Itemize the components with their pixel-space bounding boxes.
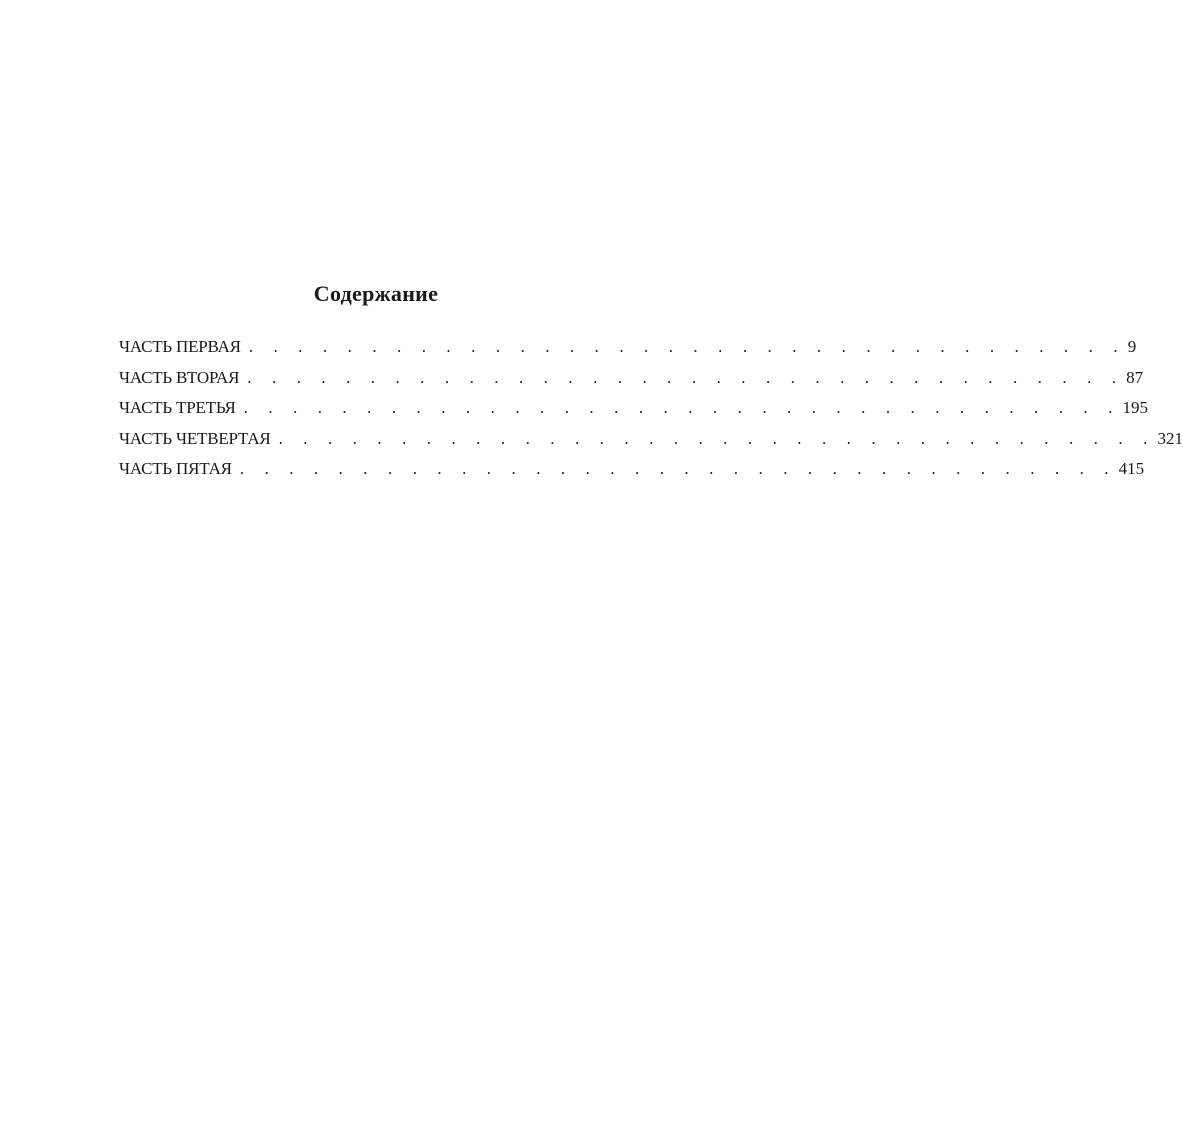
toc-entry-label: ЧАСТЬ ТРЕТЬЯ [119, 398, 236, 417]
toc-entry-part-5[interactable] [119, 454, 1145, 485]
toc-entry-page-number: 195 [1122, 398, 1148, 417]
dot-leader: . . . . . . . . . . . . . . . . . . . . . . . . . . . . . . . . . . . . [239, 459, 1117, 478]
toc-entry-page-number: 321 [1157, 428, 1183, 448]
toc-title: Содержание [313, 281, 439, 306]
toc-entry-part-1[interactable] [119, 332, 1137, 363]
toc-entry-label: ЧАСТЬ ПЕРВАЯ [119, 337, 241, 356]
dot-leader: . . . . . . . . . . . . . . . . . . . . . . . . . . . . . . . . . . . . [248, 337, 1126, 356]
toc-entry-part-4[interactable] [119, 424, 1183, 455]
toc-entry-page-number: 87 [1126, 367, 1144, 387]
toc-entry-page-number: 415 [1118, 459, 1145, 478]
toc-entry-part-3[interactable] [119, 393, 1148, 424]
toc-entry-label: ЧАСТЬ ПЯТАЯ [119, 459, 232, 478]
dot-leader: . . . . . . . . . . . . . . . . . . . . . . . . . . . . . . . . . . . . [247, 367, 1125, 387]
toc-entry-label: ЧАСТЬ ВТОРАЯ [119, 367, 240, 387]
dot-leader: . . . . . . . . . . . . . . . . . . . . . . . . . . . . . . . . . . . . [243, 398, 1121, 417]
toc-entry-part-2[interactable] [119, 363, 1144, 394]
table-of-contents [119, 332, 1183, 485]
dot-leader: . . . . . . . . . . . . . . . . . . . . . . . . . . . . . . . . . . . . [278, 428, 1156, 448]
toc-entry-page-number: 9 [1127, 337, 1137, 356]
toc-entry-label: ЧАСТЬ ЧЕТВЕРТАЯ [119, 428, 271, 448]
